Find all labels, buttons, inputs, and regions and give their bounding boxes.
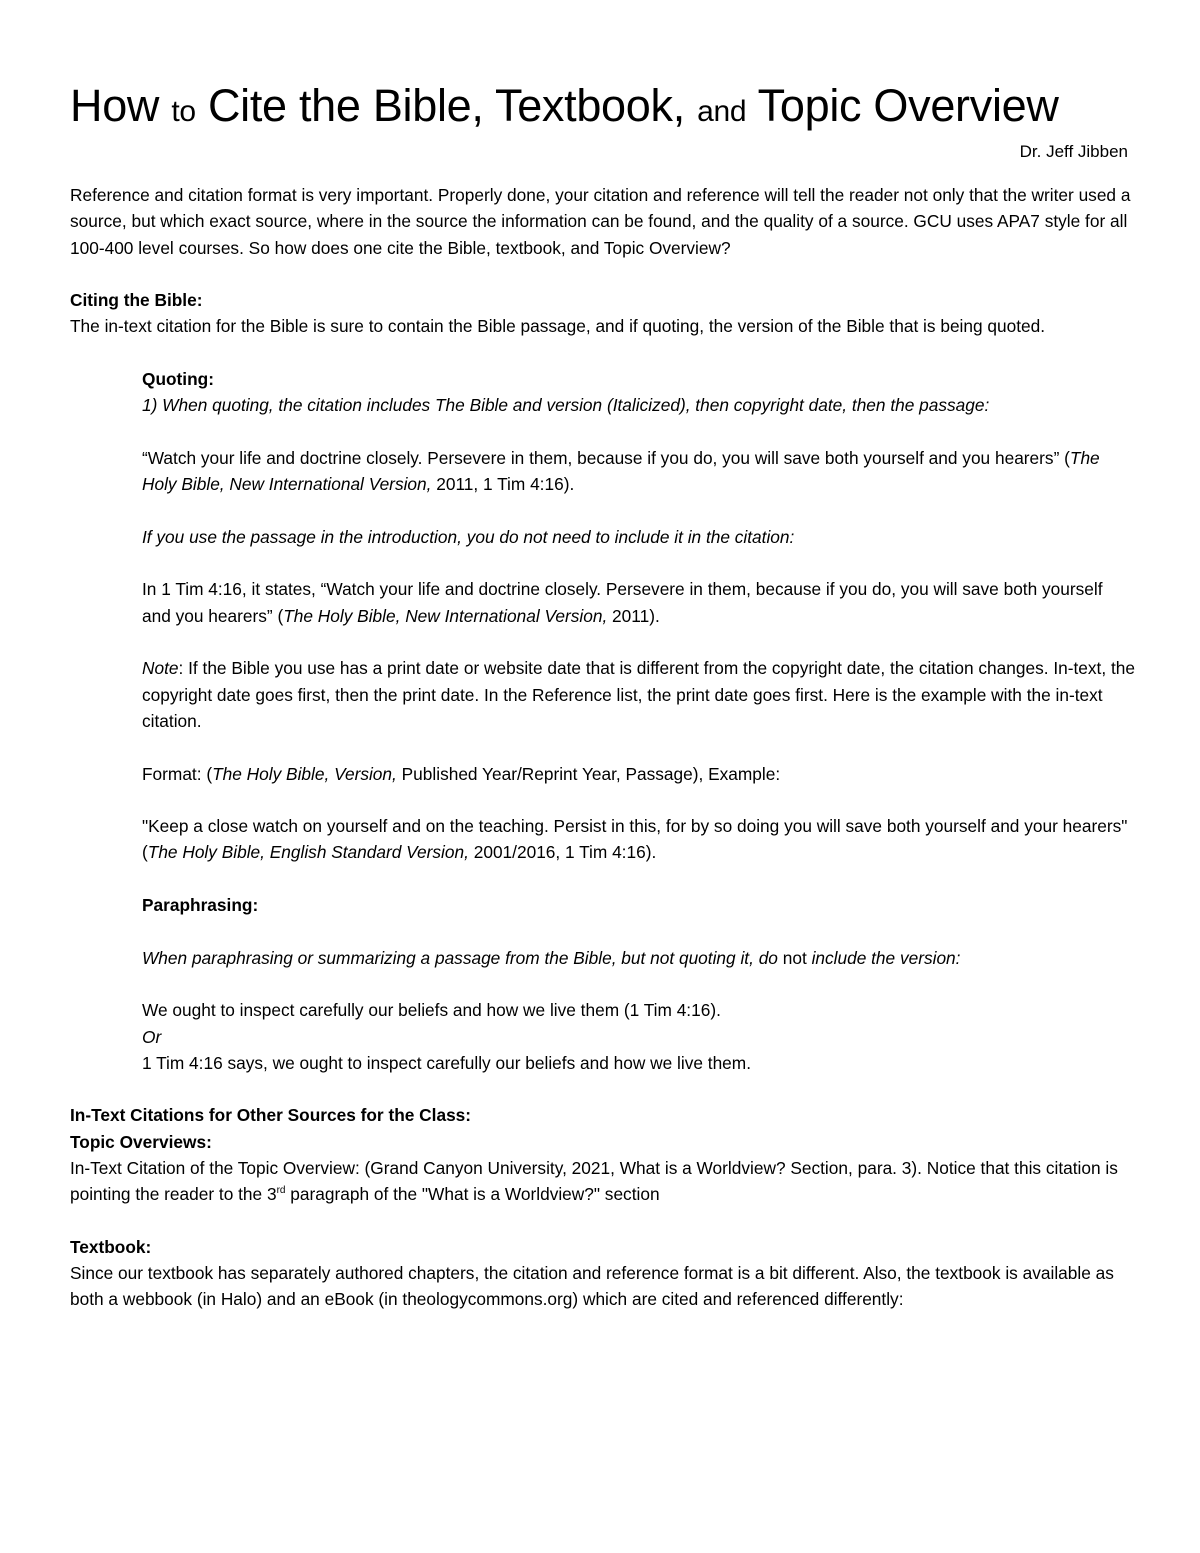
- author-name: Dr. Jeff Jibben: [1019, 142, 1128, 161]
- citation-format: Format: (The Holy Bible, Version, Published Year/Reprint Year, Passage), Example:: [142, 763, 781, 784]
- paraphrase-example-1: We ought to inspect carefully our beliefs and how we live them (1 Tim 4:16).: [142, 1000, 721, 1021]
- quoting-instruction: 1) When quoting, the citation includes The Bible and version (Italicized), then copyright date, then the passage:: [142, 395, 990, 416]
- textbook-heading: Textbook:: [70, 1236, 152, 1257]
- quoting-section: [70, 366, 1135, 1076]
- print-date-note: Note: If the Bible you use has a print date or website date that is different from the copyright date, the citation changes. In-text, the copyright date goes first, then the print date. In the Reference list, the print date goes first. Here is the example with the in-text citation.: [142, 658, 1135, 731]
- textbook-body: Since our textbook has separately authored chapters, the citation and reference format is a bit different. Also, the textbook is available as both a webbook (in Halo) and an eBook (in theologycommons.org) which are cited and referenced differently:: [70, 1263, 1114, 1310]
- quoting-heading: Quoting:: [142, 369, 214, 390]
- other-sources-heading: In-Text Citations for Other Sources for the Class:: [70, 1105, 472, 1126]
- introduction-note: If you use the passage in the introduction, you do not need to include it in the citation:: [142, 526, 795, 547]
- quote-example-3: "Keep a close watch on yourself and on the teaching. Persist in this, for by so doing you will save both yourself and your hearers" (The Holy Bible, English Standard Version, 2001/2016, 1 Tim 4:16).: [142, 816, 1128, 863]
- title-word: How: [70, 80, 160, 131]
- title-word: Cite the Bible, Textbook,: [207, 80, 685, 131]
- paraphrase-example-2: 1 Tim 4:16 says, we ought to inspect carefully our beliefs and how we live them.: [142, 1052, 751, 1073]
- paraphrasing-heading: Paraphrasing:: [142, 895, 259, 916]
- intro-paragraph: Reference and citation format is very important. Properly done, your citation and reference will tell the reader not only that the writer used a source, but which exact source, where in the source the information can be found, and the quality of a source. GCU uses APA7 style for all 100-400 level courses. So how does one cite the Bible, textbook, and Topic Overview?: [70, 185, 1131, 258]
- quote-example-1: “Watch your life and doctrine closely. Persevere in them, because if you do, you will save both yourself and you hearers” (The Holy Bible, New International Version, 2011, 1 Tim 4:16).: [142, 447, 1100, 495]
- document-body: [70, 182, 1135, 1313]
- title-word: and: [697, 95, 747, 128]
- title-word: to: [171, 95, 196, 128]
- paraphrasing-instruction: When paraphrasing or summarizing a passage from the Bible, but not quoting it, do not include the version:: [142, 947, 961, 968]
- citing-bible-body: The in-text citation for the Bible is sure to contain the Bible passage, and if quoting, the version of the Bible that is being quoted.: [70, 316, 1046, 337]
- paraphrase-or: Or: [142, 1026, 162, 1047]
- topic-overviews-heading: Topic Overviews:: [70, 1131, 212, 1152]
- quote-example-2: In 1 Tim 4:16, it states, “Watch your life and doctrine closely. Persevere in them, because if you do, you will save both yourself and you hearers” (The Holy Bible, New International Version, 2011).: [142, 579, 1103, 626]
- title-word: Topic Overview: [757, 80, 1059, 131]
- document-title: [70, 78, 1059, 140]
- topic-overview-citation: In-Text Citation of the Topic Overview: (Grand Canyon University, 2021, What is a Worldview? Section, para. 3). Notice that this citation is pointing the reader to the 3rd paragraph of the "What is a Worldview?" section: [70, 1157, 1118, 1205]
- citing-bible-heading: Citing the Bible:: [70, 290, 203, 311]
